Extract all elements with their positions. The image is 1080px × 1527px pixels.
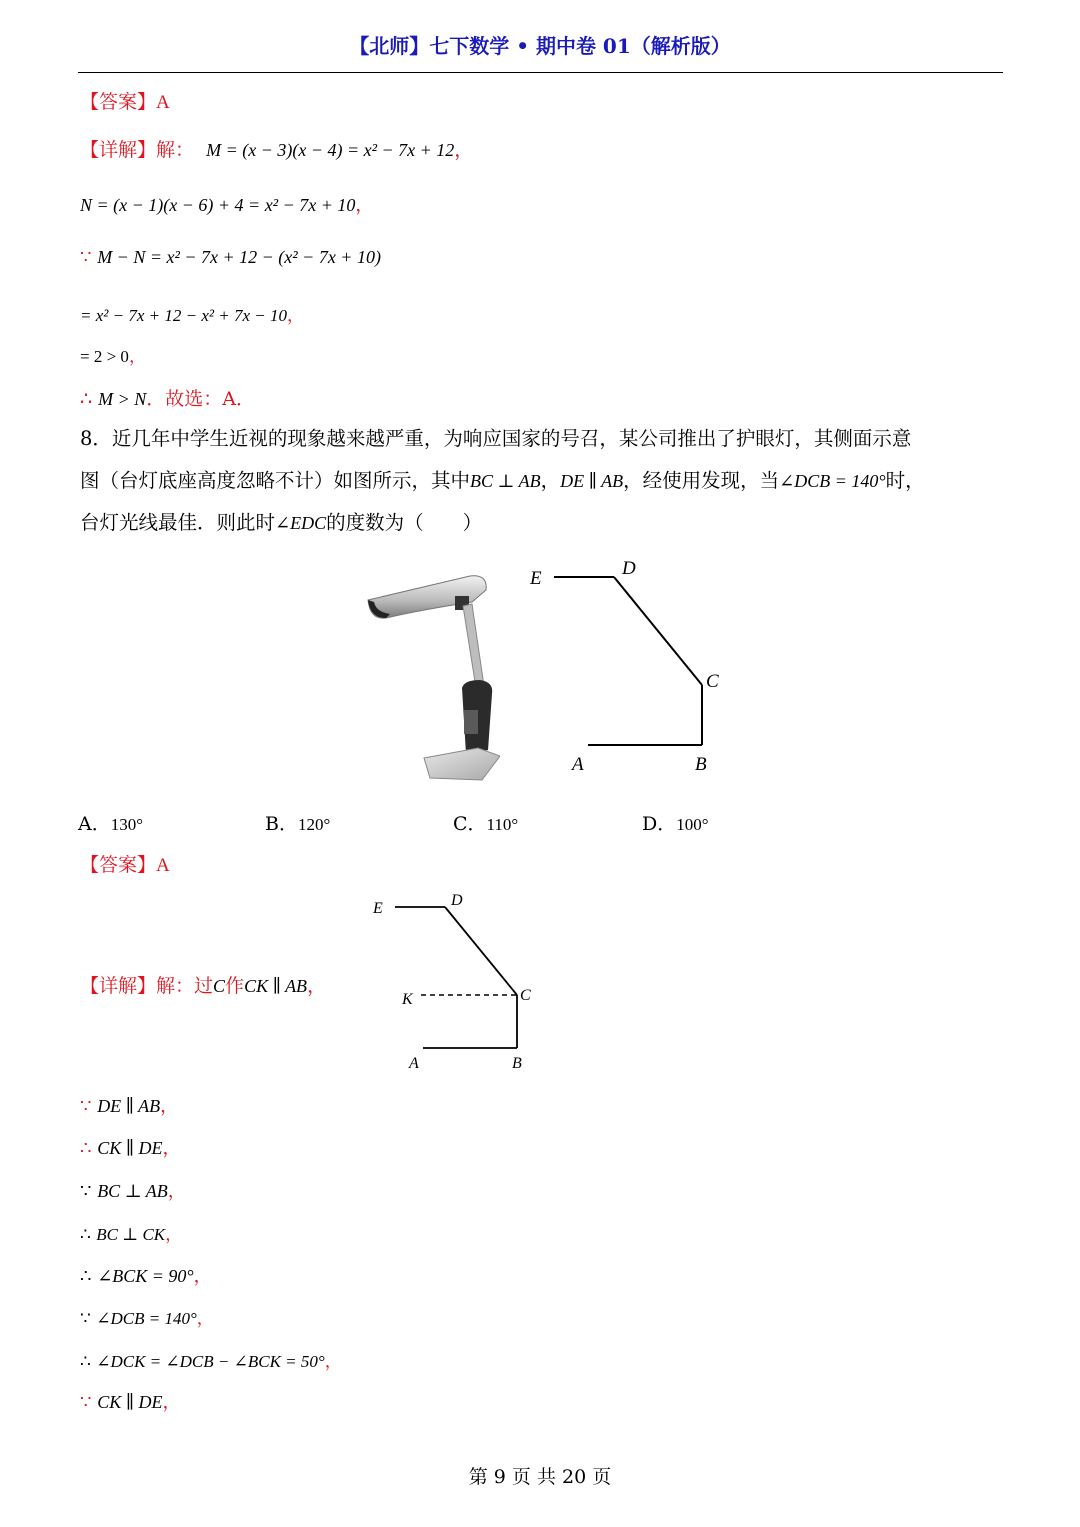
comma: ， — [355, 195, 374, 216]
step-expr: ∠BCK = 90° — [97, 1266, 194, 1286]
separator: ， — [162, 1138, 181, 1159]
detail-label: 【详解】 — [80, 975, 157, 997]
label-c: C — [706, 671, 719, 692]
because-symbol: ∵ — [80, 247, 92, 268]
question-text: 的度数为（ ） — [326, 511, 483, 534]
step-expr: BC ⊥ CK — [96, 1225, 166, 1244]
detail-label: 【详解】 — [80, 139, 157, 161]
separator: ， — [193, 1266, 212, 1287]
separator: ， — [540, 469, 561, 492]
comma: ， — [454, 139, 474, 161]
question-text: 近几年中学生近视的现象越来越严重，为响应国家的号召，某公司推出了护眼灯，其侧面示意 — [111, 427, 912, 450]
step-expr: BC ⊥ AB — [97, 1181, 168, 1201]
q8-question-line1 — [80, 418, 911, 460]
step-6 — [80, 1304, 214, 1329]
separator: ， — [165, 1225, 183, 1245]
condition-angle: ∠DCB = 140° — [779, 471, 886, 491]
option-value: 100° — [676, 815, 709, 834]
segment-dc — [445, 907, 517, 995]
point-c: C — [213, 976, 226, 996]
therefore-symbol: ∴ — [80, 1138, 92, 1159]
option-value: 120° — [297, 815, 331, 834]
q7-answer — [80, 87, 170, 114]
separator: ， — [196, 1309, 214, 1329]
equation-result: = 2 > 0 — [80, 347, 129, 366]
figure-1 — [520, 555, 740, 775]
step-expr: ∠DCB = 140° — [96, 1309, 197, 1328]
separator: ， — [307, 975, 327, 997]
question-text: ，经使用发现，当 — [623, 469, 780, 492]
q7-line5 — [80, 342, 146, 367]
equation-n: N = (x − 1)(x − 6) + 4 = x² − 7x + 10 — [80, 195, 356, 215]
answer-value: A — [156, 92, 170, 113]
step-expr: ∠DCK = ∠DCB − ∠BCK = 50° — [96, 1352, 325, 1371]
step-4 — [80, 1220, 182, 1245]
comma: ， — [286, 306, 304, 326]
label-b: B — [512, 1055, 522, 1072]
therefore-symbol: ∴ — [80, 1225, 91, 1245]
detail-intro: 解： — [156, 139, 195, 161]
label-a: A — [409, 1055, 419, 1072]
question-number: 8． — [80, 427, 112, 450]
q8-question-line2 — [80, 460, 925, 502]
q8-answer — [80, 850, 170, 877]
option-d[interactable] — [642, 809, 709, 836]
separator: ， — [167, 1181, 186, 1202]
therefore-symbol: ∴ — [80, 1352, 91, 1372]
construction-line: CK ∥ AB — [244, 976, 308, 996]
option-letter: C． — [453, 813, 487, 835]
option-letter: B． — [265, 813, 298, 835]
option-letter: A． — [78, 813, 111, 835]
answer-value: A — [156, 855, 170, 876]
figure-2 — [365, 885, 555, 1075]
step-expr: DE ∥ AB — [97, 1096, 161, 1116]
q8-question-line3 — [80, 502, 482, 544]
q7-line2 — [80, 191, 373, 217]
q7-conclusion — [80, 384, 255, 411]
page-footer: 第 9 页 共 20 页 — [468, 1466, 612, 1488]
answer-label: 【答案】 — [80, 854, 157, 876]
label-d: D — [622, 558, 636, 579]
question-text: 图（台灯底座高度忽略不计）如图所示，其中 — [80, 469, 471, 492]
detail-construct: 作 — [225, 975, 245, 997]
separator: ， — [324, 1352, 342, 1372]
conclusion-text: ．故选：A． — [146, 388, 256, 410]
q7-line3 — [80, 247, 381, 268]
option-a[interactable] — [78, 809, 143, 836]
document-header: 【北师】七下数学 • 期中卷 01（解析版） — [349, 34, 731, 58]
label-a: A — [572, 754, 584, 775]
because-symbol: ∵ — [80, 1392, 92, 1413]
step-7 — [80, 1347, 342, 1372]
step-expr: CK ∥ DE — [97, 1392, 163, 1412]
label-k: K — [402, 991, 413, 1008]
therefore-symbol: ∴ — [80, 388, 93, 410]
label-e: E — [373, 900, 383, 917]
segment-dc — [614, 577, 702, 685]
step-3 — [80, 1177, 186, 1203]
detail-intro: 解：过 — [156, 975, 214, 997]
condition-perpendicular: BC ⊥ AB — [470, 471, 541, 491]
equation-m: M = (x − 3)(x − 4) = x² − 7x + 12 — [206, 140, 455, 160]
desk-lamp-image — [360, 570, 500, 785]
equation-difference: M − N = x² − 7x + 12 − (x² − 7x + 10) — [97, 247, 381, 267]
label-d: D — [451, 892, 463, 909]
option-letter: D． — [642, 813, 677, 835]
question-text: 台灯光线最佳．则此时 — [80, 511, 276, 534]
q8-detail — [80, 971, 326, 998]
step-5 — [80, 1262, 212, 1288]
separator: ， — [160, 1096, 179, 1117]
step-expr: CK ∥ DE — [97, 1138, 163, 1158]
because-symbol: ∵ — [80, 1181, 92, 1202]
option-b[interactable] — [265, 809, 330, 836]
step-2 — [80, 1134, 181, 1160]
because-symbol: ∵ — [80, 1309, 91, 1329]
target-angle: ∠EDC — [275, 513, 327, 533]
option-value: 130° — [110, 815, 144, 834]
label-e: E — [530, 568, 542, 589]
step-8 — [80, 1388, 181, 1414]
condition-parallel: DE ∥ AB — [560, 471, 624, 491]
option-c[interactable] — [453, 809, 518, 836]
comma: ， — [128, 347, 146, 367]
step-1 — [80, 1092, 178, 1118]
q7-line4 — [80, 301, 304, 326]
therefore-symbol: ∴ — [80, 1266, 92, 1287]
question-text: 时， — [885, 469, 925, 492]
label-c: C — [520, 987, 531, 1004]
conclusion-expr: M > N — [98, 389, 147, 409]
header-divider — [78, 72, 1003, 73]
equation-expanded: = x² − 7x + 12 − x² + 7x − 10 — [80, 306, 287, 325]
label-b: B — [695, 754, 707, 775]
separator: ， — [162, 1392, 181, 1413]
answer-label: 【答案】 — [80, 91, 157, 113]
option-value: 110° — [486, 815, 519, 834]
q7-detail-line1 — [80, 135, 473, 162]
because-symbol: ∵ — [80, 1096, 92, 1117]
